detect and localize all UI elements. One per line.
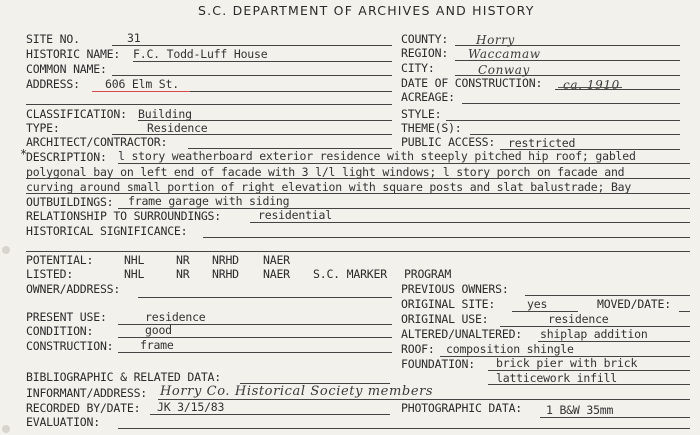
altered-label: ALTERED/UNALTERED: — [401, 327, 523, 341]
address-rule — [190, 91, 392, 92]
region-value: Waccamaw — [468, 47, 541, 61]
foundation-label: FOUNDATION: — [401, 357, 475, 371]
description-rule-1 — [118, 163, 690, 164]
description-line-2: polygonal bay on left end of facade with 3 l/l light windows; l story porch on facade and — [26, 165, 625, 179]
listed-sc-marker[interactable]: S.C. MARKER — [313, 267, 387, 281]
city-label: CITY: — [401, 61, 435, 75]
evaluation-label: EVALUATION: — [26, 415, 100, 429]
construction-rule — [118, 352, 392, 353]
classification-label: CLASSIFICATION: — [26, 107, 127, 121]
description-star: * — [20, 147, 28, 161]
description-rule-2 — [26, 178, 690, 179]
relationship-rule — [250, 222, 690, 223]
style-rule — [446, 120, 680, 121]
listed-label: LISTED: — [26, 267, 74, 281]
listed-naer[interactable]: NAER — [263, 267, 290, 281]
owner-address-label: OWNER/ADDRESS: — [26, 282, 121, 296]
present-use-label: PRESENT USE: — [26, 310, 107, 324]
moved-date-rule — [679, 311, 690, 312]
description-line-3: curving around small portion of right elevation with square posts and slat balustrade; Bay — [26, 180, 632, 194]
public-access-label: PUBLIC ACCESS: — [401, 135, 496, 149]
original-use-value: residence — [548, 312, 609, 326]
roof-label: ROOF: — [401, 342, 435, 356]
informant-rule — [158, 399, 690, 400]
address-value: 606 Elm St. — [105, 77, 179, 91]
owner-address-rule — [138, 297, 392, 298]
listed-nrhd[interactable]: NRHD — [212, 267, 239, 281]
listed-nr[interactable]: NR — [176, 267, 190, 281]
themes-label: THEME(S): — [401, 121, 462, 135]
region-label: REGION: — [401, 46, 449, 60]
acreage-rule — [462, 103, 680, 104]
construction-value: frame — [140, 338, 174, 352]
date-of-construction-value: ca. 1910 — [563, 78, 620, 92]
original-use-label: ORIGINAL USE: — [401, 312, 489, 326]
present-use-value: residence — [145, 310, 206, 324]
recorded-by-label: RECORDED BY/DATE: — [26, 401, 141, 415]
potential-naer[interactable]: NAER — [263, 253, 290, 267]
evaluation-rule — [118, 428, 690, 429]
relationship-label: RELATIONSHIP TO SURROUNDINGS: — [26, 209, 221, 223]
original-site-value: yes — [527, 297, 548, 311]
description-label: DESCRIPTION: — [26, 150, 107, 164]
informant-value: Horry Co. Historical Society members — [160, 384, 434, 399]
foundation-rule-2 — [488, 384, 690, 385]
moved-date-label: MOVED/DATE: — [597, 297, 671, 311]
county-rule — [455, 45, 680, 46]
blank-rule-2 — [26, 251, 690, 252]
previous-owners-rule — [525, 295, 690, 296]
listed-nhl[interactable]: NHL — [124, 267, 145, 281]
outbuildings-value: frame garage with siding — [128, 194, 290, 208]
informant-label: INFORMANT/ADDRESS: — [26, 386, 148, 400]
description-line-1: l story weatherboard exterior residence with steeply pitched hip roof; gabled — [118, 149, 636, 163]
county-value: Horry — [476, 33, 515, 47]
potential-nrhd[interactable]: NRHD — [212, 253, 239, 267]
foundation-value-line-1: brick pier with brick — [496, 356, 638, 370]
site-no-rule — [112, 45, 392, 46]
style-label: STYLE: — [401, 107, 442, 121]
blank-rule — [26, 104, 392, 105]
acreage-label: ACREAGE: — [401, 90, 455, 104]
previous-owners-label: PREVIOUS OWNERS: — [401, 282, 509, 296]
recorded-by-value: JK 3/15/83 — [157, 400, 225, 414]
site-no-label: SITE NO. — [26, 32, 80, 46]
type-value: Residence — [147, 121, 208, 135]
site-no-value: 31 — [127, 31, 141, 45]
historic-name-value: F.C. Todd-Luff House — [133, 47, 268, 61]
binder-hole — [2, 246, 10, 254]
common-name-label: COMMON NAME: — [26, 62, 107, 76]
roof-value: composition shingle — [446, 342, 574, 356]
themes-rule — [470, 134, 680, 135]
outbuildings-label: OUTBUILDINGS: — [26, 195, 114, 209]
historic-name-rule — [133, 61, 392, 62]
common-name-rule — [112, 75, 392, 76]
relationship-value: residential — [258, 208, 332, 222]
potential-nhl[interactable]: NHL — [124, 253, 145, 267]
city-value: Conway — [478, 63, 530, 77]
historical-significance-rule — [203, 237, 690, 238]
region-rule — [455, 60, 680, 61]
photographic-data-value: 1 B&W 35mm — [546, 403, 614, 417]
address-label: ADDRESS: — [26, 77, 80, 91]
condition-value: good — [145, 323, 172, 337]
photographic-data-rule — [540, 417, 690, 418]
public-access-value: restricted — [508, 136, 576, 150]
date-of-construction-label: DATE OF CONSTRUCTION: — [401, 76, 543, 90]
classification-value: Building — [138, 107, 192, 121]
description-rule-3 — [26, 193, 690, 194]
condition-label: CONDITION: — [26, 324, 94, 338]
bibliographic-label: BIBLIOGRAPHIC & RELATED DATA: — [26, 370, 221, 384]
form-header: S.C. DEPARTMENT OF ARCHIVES AND HISTORY — [198, 3, 535, 18]
altered-value: shiplap addition — [540, 327, 648, 341]
original-site-label: ORIGINAL SITE: — [401, 297, 496, 311]
binder-hole — [2, 425, 10, 433]
historical-significance-label: HISTORICAL SIGNIFICANCE: — [26, 224, 188, 238]
listed-program[interactable]: PROGRAM — [404, 267, 452, 281]
date-rule — [555, 89, 680, 90]
date-strikethrough — [558, 87, 622, 88]
recorded-by-rule — [150, 414, 390, 415]
architect-label: ARCHITECT/CONTRACTOR: — [26, 135, 168, 149]
type-label: TYPE: — [26, 121, 60, 135]
potential-nr[interactable]: NR — [176, 253, 190, 267]
potential-label: POTENTIAL: — [26, 253, 94, 267]
construction-label: CONSTRUCTION: — [26, 339, 114, 353]
photographic-data-label: PHOTOGRAPHIC DATA: — [401, 401, 523, 415]
address-red-underline — [92, 91, 190, 92]
foundation-value-line-2: latticework infill — [496, 371, 618, 385]
historic-name-label: HISTORIC NAME: — [26, 47, 121, 61]
county-label: COUNTY: — [401, 32, 449, 46]
